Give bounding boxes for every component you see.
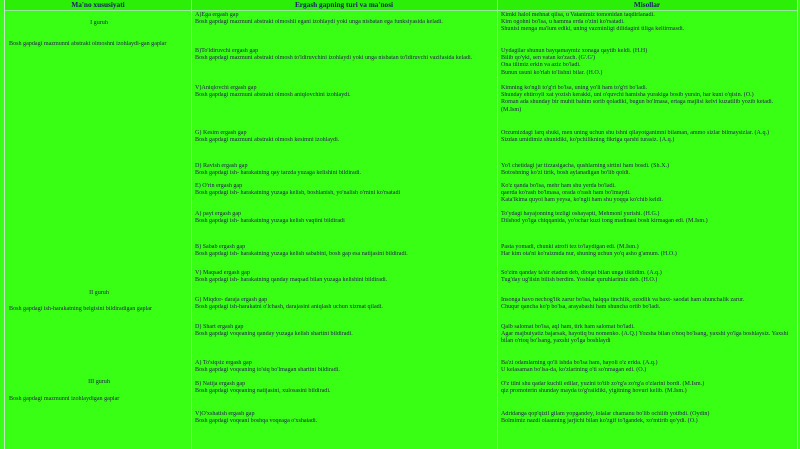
clause-type-desc: Bosh gapdagi ish- harakatning qay tarzda yuzaga kelishini bildiradi.	[195, 170, 362, 177]
clause-type	[195, 211, 495, 225]
examples	[501, 85, 793, 114]
examples	[501, 411, 793, 425]
clause-type-desc: Bosh gapdagi voqeaning natijasini, xulosasini bildiradi.	[195, 388, 331, 395]
clause-type-desc: Bosh gapdagi ish- harakatning yuzaga kelish sababini, bosh gap esa natijasini bildiradi.	[195, 251, 408, 258]
example-text: Pasta yomadi, chunki atrofi tez to'laydigan edi. (M.Ism.)	[501, 244, 639, 250]
example-text: To'ydagi hayajonning tezligi oshayapti, Mehmonl yurishi. (H.G.)	[501, 211, 660, 217]
clause-type-name: V)Aniqlovchi ergash gap	[195, 85, 257, 91]
clause-type-name: A) To'siqsiz ergash gap	[195, 360, 252, 366]
example-text: Yo'l chetidagi jar tizzasigacha, qushlarning sirtini ham bosdi. (Sh.X.)	[501, 163, 670, 169]
clause-type	[195, 48, 495, 62]
clause-type-name: G) Kesim ergash gap	[195, 130, 247, 136]
clause-type-desc: Bosh gapdagi mazmuni abstrakt olmoshli egani izohlaydi yoki unga nisbatan ega funksiyasida keladi.	[195, 19, 443, 26]
clause-type-name: B)To'ldiruvchi ergash gap	[195, 48, 259, 54]
examples	[501, 12, 793, 34]
clause-type	[195, 244, 495, 258]
example-text: Kata'lkima quyoi ham yeysa, ko'ngli ham shu yoqqa ko'chib keldi.	[501, 197, 663, 204]
example-text: Uydagilar shunun bayqamaymiz xonaga qaytib keldi. (H.H)	[501, 48, 648, 54]
example-text: Ona tilimiz erkin va aziz bo'ladi.	[501, 62, 581, 69]
clause-type	[195, 183, 495, 197]
group-label: III guruh	[88, 379, 110, 385]
examples	[501, 163, 793, 177]
clause-type	[195, 270, 495, 284]
clause-type	[195, 360, 495, 374]
clause-type	[195, 381, 495, 395]
clause-type-desc: Bosh gapdagi voqeaning qanday yuzaga kelish shartini bildiradi.	[195, 331, 353, 338]
example-text: Tug'day ug'ilsin bilish berdim. Yoshlar quruhlarimiz deb. (H.O.)	[501, 277, 658, 284]
clause-type-desc: Bosh gapdagi voqeaning to'siq bo'lmagan shartini bildiradi.	[195, 367, 340, 374]
example-text: Adridanga qop'qizil gilam yopgandey, lolalar chamanu bo'lib ochilib yotibdi. (Oydin)	[501, 411, 710, 417]
header-examples: Misollar	[633, 0, 661, 9]
example-text: Kim ogohni bo'lsa, u hamma erda o'zini ko'rsatadi.	[501, 19, 625, 26]
clause-type	[195, 130, 495, 144]
table	[4, 0, 798, 449]
examples	[501, 381, 793, 395]
examples	[501, 297, 793, 311]
clause-type-name: A) payt ergash gap	[195, 211, 242, 217]
group-description: Bosh gapdagi mazmunni abstrakt olmoshni izohlaydi-gan gaplar	[9, 41, 167, 47]
clause-type	[195, 85, 495, 99]
example-text: Kimki halol mehnat qilsa, u Vatanimiz tomonidan taqdirlanadi.	[501, 12, 655, 18]
example-text: Roman ada shunday bir muhit bahim sorib qoladiki, bugun bo'lmasa, ertaga majlisi kelvi kuzatilib yozib ketadi. (M.Ism)	[501, 99, 774, 113]
clause-type-desc: Bosh gapdagi ish- harakatning qanday maqsad bilan yuzaga kelishini bildiradi.	[195, 277, 388, 284]
example-text: Sizdan umidimiz shunidiki, ko'pchilikning fikriga qarshi turasiz. (A.q.)	[501, 137, 675, 144]
group-description: Bosh gapdagi ish-harakatning belgisini bildiradigan gaplar	[9, 306, 153, 312]
clause-type	[195, 163, 495, 177]
example-text: Agar majbuiyatiz bajarsak, hayotiq bu nomenko. (A.Q.) Yozsha bilan o'noq bo'lsang, yaxshi yo'lga boshlaysiz. Yaxshi bilan o'rtoq bo'lsang, yaxshi yo'lga boshlaydi	[501, 331, 789, 345]
examples	[501, 270, 793, 284]
examples	[501, 183, 793, 205]
clause-type-desc: Bosh gapdagi voqeani boshqa voqeaga o'xshatadi.	[195, 418, 318, 425]
clause-type	[195, 324, 495, 338]
clause-type-desc: Bosh gapdagi ish- harakatning yuzaga kelish, boshlanish, yo'nalish o'rnini ko'rsatadi	[195, 190, 401, 197]
example-text: O'z tilni shu qadar kuchli edilar, yuzini to'tib zo'rg'a zo'rg'a o'zlarini bordi. (M.Ism.)	[501, 381, 705, 387]
column-divider	[191, 0, 192, 449]
column-divider	[497, 0, 498, 449]
clause-type-name: A)Ega ergash gap	[195, 12, 239, 18]
example-text: Ba'zi odamlarning qo'li ishda bo'lsa ham, hayoli o'z erida. (A.q.)	[501, 360, 658, 366]
example-text: Insonga havo nechog'lik zarur bo'lsa, halqqa tinchlik, ozodlik va baxt- saodat ham shunchalik zarur.	[501, 297, 745, 303]
example-text: Bilib qo'yki, sen vatan ko'zach. (G'.G')	[501, 55, 596, 62]
example-text: qiz promoterin shunday mayda to'g'raildiki, yigitning hovuri kelib. (M.Ism.)	[501, 388, 687, 395]
example-text: Shunday ehtiroyli xat yozish kerakki, uni o'quvchi hamisha yurakiga bosib yursin, har kuni o'qisin. (O.)	[501, 92, 754, 99]
clause-type-desc: Bosh gapdagi mazmuni abstrakt olmosh kesimni izohlaydi.	[195, 137, 340, 144]
table-header	[5, 0, 797, 11]
example-text: Har kim ota'ni ko'raizmda nur, shuning uchun yo'q asho g'amum. (H.O.)	[501, 251, 677, 258]
clause-type-name: B) Sabab ergash gap	[195, 244, 246, 250]
clause-type-name: V) Maqsad ergash gap	[195, 270, 250, 276]
example-text: U kelasaman bo'lsa-da, ko'zlarining o'ti so'nmagan edi. (O.)	[501, 367, 647, 374]
clause-type-name: E) O'rin ergash gap	[195, 183, 243, 189]
clause-type-name: D) Ravish ergash gap	[195, 163, 248, 169]
clause-type-desc: Bosh gapdagi mazmuni abstrakt olmosh aniqlovchini izohlaydi.	[195, 92, 351, 99]
group-label: I guruh	[90, 20, 108, 26]
clause-type	[195, 297, 495, 311]
clause-type-desc: Bosh gapdagi mazmuni abstrakt olmosh to'ldiruvchini izohlaydi yoki unga nisbatan to'ldiruvchi vazifasida keladi.	[195, 55, 473, 62]
header-meaning: Ma'no xususiyati	[71, 0, 125, 9]
group-label: II guruh	[89, 290, 109, 296]
example-text: Chuqur qancha ko'p bo'lsa, arayabashi ham shuncha ortib bo'ladi.	[501, 304, 661, 311]
examples	[501, 360, 793, 374]
examples	[501, 48, 793, 77]
example-text: qaerda ko'rash bo'lmasa, orada o'rash ham bo'lmaydi.	[501, 190, 631, 197]
examples	[501, 244, 793, 258]
example-text: Bunun usuni ko'rlab to'lishni bilar. (H.O.)	[501, 69, 603, 76]
example-text: Bolmimiz nazdi olaanning jarjichi bilan ko'zgif to'lgandek, xo'mtirib qo'ydi. (O.)	[501, 418, 698, 425]
group-description: Bosh gapdagi mazmunni izohlaydigan gaplar	[9, 396, 120, 402]
header-clause-type: Ergash gapning turi va ma'nosi	[294, 0, 394, 9]
example-text: Botoshning ko'zi tirik, bosh aylanadigan bo'lib qoldi.	[501, 170, 631, 177]
examples	[501, 211, 793, 225]
clause-type	[195, 12, 495, 26]
clause-type-name: B) Natija ergash gap	[195, 381, 246, 387]
example-text: Dilshod yo'lga chiqqanida, yo'ochar kuzi tong madinasi bosh kirmagan edi. (M.Ism.)	[501, 218, 708, 225]
examples	[501, 324, 793, 346]
clause-type-desc: Bosh gapdagi ish-harakatni o'lchash, darajasini aniqlash uchun xizmat qiladi.	[195, 304, 383, 311]
clause-type-name: V)O'xshatish ergash gap	[195, 411, 255, 417]
examples	[501, 130, 793, 144]
clause-type	[195, 411, 495, 425]
clause-type-desc: Bosh gapdagi ish- harakatning yuzaga kelish vaqtini bildiradi	[195, 218, 345, 225]
example-text: Qalb salomat bo'lsa, aql ham, tirk ham salomat bo'ladi.	[501, 324, 635, 330]
example-text: Orzumizdagi farq shuki, men uning uchun shu ishni qilayotganimni bilaman, ammo sizlar bilmaysizlar. (A.q.)	[501, 130, 770, 136]
example-text: Kimning ko'ngli to'g'ri bo'lsa, uning yo'li ham to'g'ri bo'ladi.	[501, 85, 648, 91]
example-text: Shunisi menga ma'lum ediki, uning vazminligi dilidagini tiliga keltirmasdi.	[501, 26, 685, 33]
clause-type-name: D) Shart ergash gap	[195, 324, 244, 330]
example-text: So'zim qanday ta'sir etadun deb, dioqat bilan unga tikildim. (A.q.)	[501, 270, 662, 276]
example-text: Ko'z qanda bo'lsa, mehr ham shu yerda bo'ladi.	[501, 183, 616, 189]
clause-type-name: G) Miqdor- daraja ergash gap	[195, 297, 268, 303]
